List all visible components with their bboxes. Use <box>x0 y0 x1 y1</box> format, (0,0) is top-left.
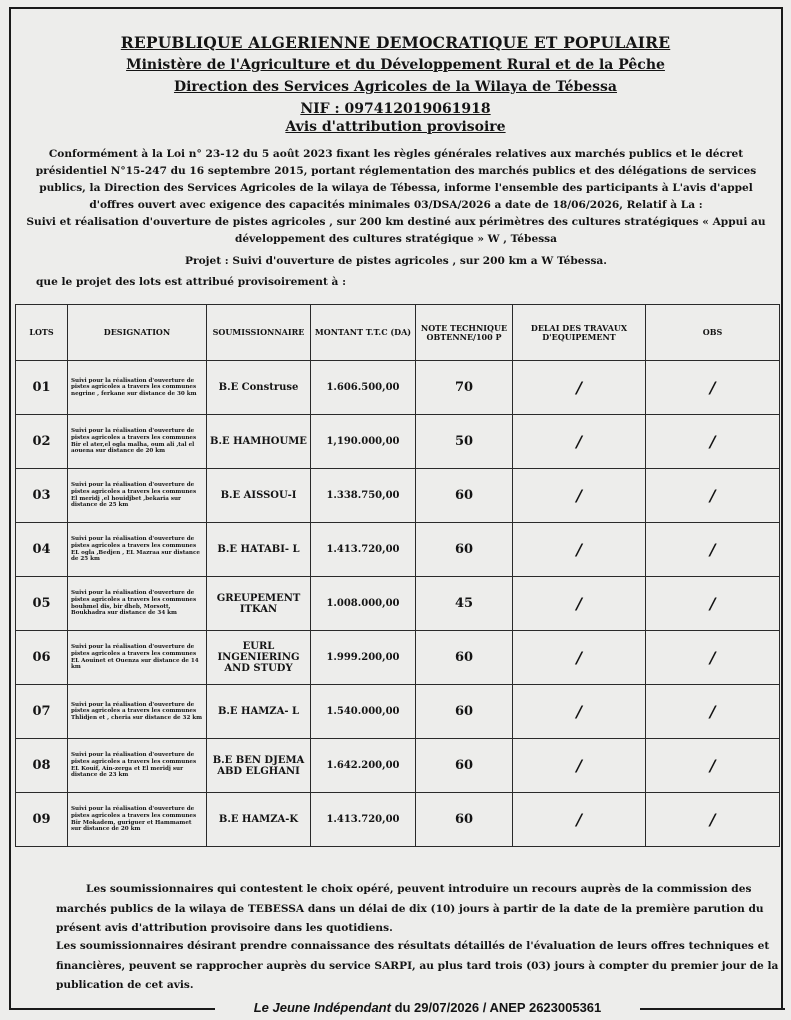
recours-paragraph: Les soumissionnaires qui contestent le choix opéré, peuvent introduire un recours auprès de la commission des marchés publics de la wilaya de TEBESSA dans un délai de dix (10) jours à partir de la date de la première parution du présent avis d'attribution provisoire dans les quotidiens. <box>56 883 764 934</box>
designation-cell: Suivi pour la réalisation d'ouverture de pistes agricoles a travers les communes Bir el ater,el ogla malha, oum ali ,tal el aouena sur distance de 20 km <box>68 415 207 469</box>
soumissionnaire-cell: B.E HAMHOUME <box>207 415 311 469</box>
note-cell: 60 <box>416 793 513 847</box>
obs-cell: / <box>646 415 780 469</box>
border-bottom-left <box>9 1008 215 1010</box>
obs-cell: / <box>646 739 780 793</box>
delai-cell: / <box>513 793 646 847</box>
col-delai: DELAI DES TRAVAUX D'EQUIPEMENT <box>513 305 646 361</box>
table-header-row <box>16 305 780 361</box>
col-montant: MONTANT T.T.C (DA) <box>311 305 416 361</box>
table-row <box>16 415 780 469</box>
lot-number: 01 <box>16 361 68 415</box>
montant-cell: 1.606.500,00 <box>311 361 416 415</box>
soumissionnaire-cell: B.E BEN DJEMA ABD ELGHANI <box>207 739 311 793</box>
montant-cell: 1.338.750,00 <box>311 469 416 523</box>
lot-number: 05 <box>16 577 68 631</box>
designation-cell: Suivi pour la réalisation d'ouverture de pistes agricoles a travers les communes Thlidjen et , cheria sur distance de 32 km <box>68 685 207 739</box>
table-row <box>16 469 780 523</box>
delai-cell: / <box>513 469 646 523</box>
soumissionnaire-cell: B.E Construse <box>207 361 311 415</box>
delai-cell: / <box>513 415 646 469</box>
lot-number: 02 <box>16 415 68 469</box>
ministry-title: Ministère de l'Agriculture et du Développement Rural et de la Pêche <box>126 57 665 73</box>
table-row <box>16 577 780 631</box>
note-cell: 60 <box>416 685 513 739</box>
note-cell: 60 <box>416 523 513 577</box>
designation-cell: Suivi pour la réalisation d'ouverture de pistes agricoles a travers les communes EL Aouinet et Ouenza sur distance de 14 km <box>68 631 207 685</box>
projet-line: Projet : Suivi d'ouverture de pistes agricoles , sur 200 km a W Tébessa. <box>185 255 607 267</box>
border-bottom-right <box>640 1008 785 1010</box>
designation-cell: Suivi pour la réalisation d'ouverture de pistes agricoles a travers les communes El meridj ,el houidjbet ,bekaria sur distance de 25 km <box>68 469 207 523</box>
obs-cell: / <box>646 631 780 685</box>
montant-cell: 1,190.000,00 <box>311 415 416 469</box>
lot-number: 03 <box>16 469 68 523</box>
object-paragraph: Suivi et réalisation d'ouverture de pistes agricoles , sur 200 km destiné aux périmètres des cultures stratégiques « Appui au développement des cultures stratégique » W , Tébessa <box>26 216 766 245</box>
delai-cell: / <box>513 361 646 415</box>
delai-cell: / <box>513 523 646 577</box>
table-row <box>16 631 780 685</box>
table-row <box>16 793 780 847</box>
montant-cell: 1.008.000,00 <box>311 577 416 631</box>
notice-title: Avis d'attribution provisoire <box>285 119 506 135</box>
note-cell: 60 <box>416 469 513 523</box>
montant-cell: 1.642.200,00 <box>311 739 416 793</box>
montant-cell: 1.413.720,00 <box>311 523 416 577</box>
soumissionnaire-cell: B.E HAMZA- L <box>207 685 311 739</box>
col-designation: DESIGNATION <box>68 305 207 361</box>
obs-cell: / <box>646 523 780 577</box>
table-row <box>16 685 780 739</box>
soumissionnaire-cell: B.E AISSOU-I <box>207 469 311 523</box>
col-obs: OBS <box>646 305 780 361</box>
montant-cell: 1.999.200,00 <box>311 631 416 685</box>
note-cell: 60 <box>416 739 513 793</box>
lots-table <box>15 304 780 847</box>
note-cell: 60 <box>416 631 513 685</box>
lead-line: que le projet des lots est attribué provisoirement à : <box>36 276 347 288</box>
montant-cell: 1.413.720,00 <box>311 793 416 847</box>
results-paragraph: Les soumissionnaires désirant prendre connaissance des résultats détaillés de l'évaluation de leurs offres techniques et financières, peuvent se rapprocher auprès du service SARPI, au plus tard trois (03) jours à compter du premier jour de la publication de cet avis. <box>56 940 779 991</box>
table-row <box>16 739 780 793</box>
obs-cell: / <box>646 685 780 739</box>
designation-cell: Suivi pour la réalisation d'ouverture de pistes agricoles a travers les communes EL Kouif, Ain-zerga et El meridj sur distance de 23 km <box>68 739 207 793</box>
note-cell: 50 <box>416 415 513 469</box>
montant-cell: 1.540.000,00 <box>311 685 416 739</box>
lot-number: 06 <box>16 631 68 685</box>
publication-footer <box>215 1000 640 1015</box>
soumissionnaire-cell: GREUPEMENT ITKAN <box>207 577 311 631</box>
intro-paragraph: Conformément à la Loi n° 23-12 du 5 août 2023 fixant les règles générales relatives aux marchés publics et le décret présidentiel N°15-247 du 16 septembre 2015, portant réglementation des marchés publics et des délégations de services publics, la Direction des Services Agricoles de la wilaya de Tébessa, informe l'ensemble des participants à L'avis d'appel d'offres ouvert avec exigence des capacités minimales 03/DSA/2026 a date de 18/06/2026, Relatif à La : <box>35 148 757 211</box>
col-note: NOTE TECHNIQUE OBTENNE/100 P <box>416 305 513 361</box>
designation-cell: Suivi pour la réalisation d'ouverture de pistes agricoles a travers les communes Bir Mokadem, guriguer et Hammamet sur distance de 20 km <box>68 793 207 847</box>
republic-title: REPUBLIQUE ALGERIENNE DEMOCRATIQUE ET POPULAIRE <box>120 33 671 52</box>
newspaper-name: Le Jeune Indépendant <box>253 1000 391 1015</box>
delai-cell: / <box>513 577 646 631</box>
note-cell: 70 <box>416 361 513 415</box>
lot-number: 09 <box>16 793 68 847</box>
designation-cell: Suivi pour la réalisation d'ouverture de pistes agricoles a travers les communes bouhmel dis, bir dheb, Morsott, Boukhadra sur distance de 34 km <box>68 577 207 631</box>
table-row <box>16 523 780 577</box>
lot-number: 04 <box>16 523 68 577</box>
obs-cell: / <box>646 577 780 631</box>
obs-cell: / <box>646 793 780 847</box>
obs-cell: / <box>646 469 780 523</box>
lot-number: 07 <box>16 685 68 739</box>
col-lots: LOTS <box>16 305 68 361</box>
col-soumissionnaire: SOUMISSIONNAIRE <box>207 305 311 361</box>
soumissionnaire-cell: B.E HAMZA-K <box>207 793 311 847</box>
lot-number: 08 <box>16 739 68 793</box>
delai-cell: / <box>513 631 646 685</box>
soumissionnaire-cell: EURL INGENIERING AND STUDY <box>207 631 311 685</box>
soumissionnaire-cell: B.E HATABI- L <box>207 523 311 577</box>
header <box>0 32 791 134</box>
designation-cell: Suivi pour la réalisation d'ouverture de pistes agricoles a travers les communes EL ogla ,Bedjen , EL Mazraa sur distance de 25 km <box>68 523 207 577</box>
delai-cell: / <box>513 685 646 739</box>
obs-cell: / <box>646 361 780 415</box>
delai-cell: / <box>513 739 646 793</box>
note-cell: 45 <box>416 577 513 631</box>
table-row <box>16 361 780 415</box>
publication-info: du 29/07/2026 / ANEP 2623005361 <box>390 1000 602 1015</box>
nif-number: NIF : 097412019061918 <box>300 101 491 117</box>
direction-title: Direction des Services Agricoles de la Wilaya de Tébessa <box>173 79 618 95</box>
designation-cell: Suivi pour la réalisation d'ouverture de pistes agricoles a travers les communes negrine , ferkane sur distance de 30 km <box>68 361 207 415</box>
